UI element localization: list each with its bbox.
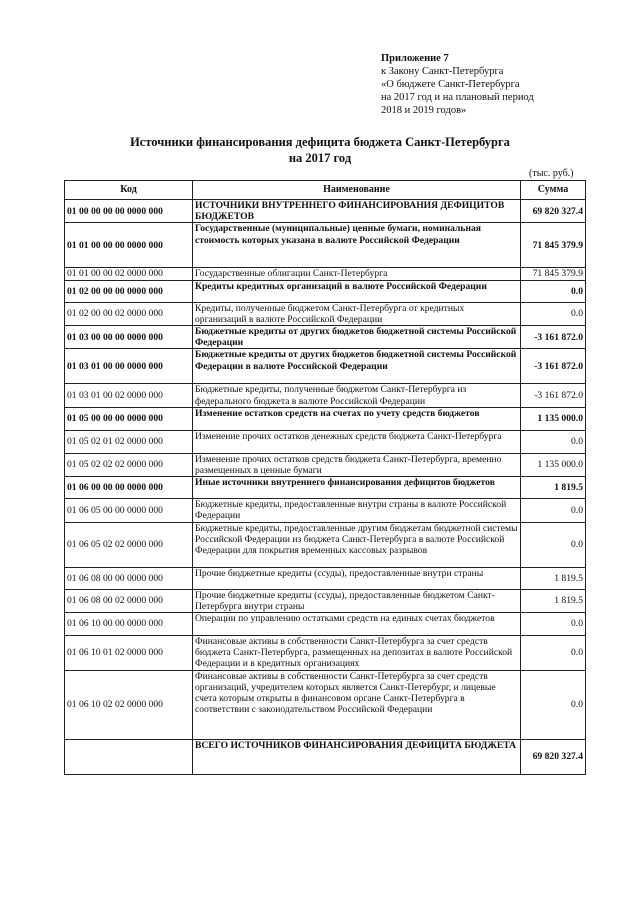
row-sum: 1 135 000.0 xyxy=(521,453,586,476)
table-row xyxy=(65,326,586,349)
row-code: 01 06 05 02 02 0000 000 xyxy=(65,522,193,567)
row-sum: 69 820 327.4 xyxy=(521,200,586,223)
table-row xyxy=(65,613,586,636)
appendix-block xyxy=(381,52,534,117)
row-name: Бюджетные кредиты, предоставленные другим бюджетам бюджетной системы Российской Федерации из бюджета Санкт-Петербурга в валюте Российской Федерации для покрытия временных кассовых разрывов xyxy=(193,522,521,567)
row-sum: -3 161 872.0 xyxy=(521,326,586,349)
table-row xyxy=(65,739,586,774)
header-sum: Сумма xyxy=(521,181,586,200)
row-name: Иные источники внутреннего финансирования дефицитов бюджетов xyxy=(193,477,521,499)
row-name: Государственные (муниципальные) ценные бумаги, номинальная стоимость которых указана в валюте Российской Федерации xyxy=(193,223,521,268)
row-sum: 71 845 379.9 xyxy=(521,223,586,268)
table-row xyxy=(65,670,586,739)
row-code: 01 05 02 01 02 0000 000 xyxy=(65,430,193,453)
row-code: 01 05 02 02 02 0000 000 xyxy=(65,453,193,476)
table-row xyxy=(65,268,586,280)
header-code: Код xyxy=(65,181,193,200)
header-name: Наименование xyxy=(193,181,521,200)
row-code: 01 03 01 00 00 0000 000 xyxy=(65,349,193,384)
table-body xyxy=(65,200,586,775)
table-row xyxy=(65,430,586,453)
row-name: Изменение прочих остатков денежных средств бюджета Санкт-Петербурга xyxy=(193,430,521,453)
row-code: 01 05 00 00 00 0000 000 xyxy=(65,407,193,430)
table-row xyxy=(65,200,586,223)
row-sum: 1 819.5 xyxy=(521,589,586,612)
document-title xyxy=(0,134,640,166)
row-sum: -3 161 872.0 xyxy=(521,349,586,384)
row-sum: 0.0 xyxy=(521,522,586,567)
table-row xyxy=(65,384,586,407)
table-row xyxy=(65,223,586,268)
table-row xyxy=(65,280,586,302)
row-code: 01 06 10 02 02 0000 000 xyxy=(65,670,193,739)
row-name: Бюджетные кредиты от других бюджетов бюджетной системы Российской Федерации в валюте Российской Федерации xyxy=(193,349,521,384)
row-code: 01 03 00 00 00 0000 000 xyxy=(65,326,193,349)
row-code: 01 06 08 00 02 0000 000 xyxy=(65,589,193,612)
row-name: Финансовые активы в собственности Санкт-Петербурга за счет средств бюджета Санкт-Петербурга, размещенных на депозитах в валюте Российской Федерации и в кредитных организациях xyxy=(193,636,521,671)
appendix-line: «О бюджете Санкт-Петербурга xyxy=(381,79,520,90)
row-name: Государственные облигации Санкт-Петербурга xyxy=(193,268,521,280)
table-row xyxy=(65,589,586,612)
table-row xyxy=(65,522,586,567)
row-sum: 0.0 xyxy=(521,302,586,325)
appendix-line: к Закону Санкт-Петербурга xyxy=(381,66,504,77)
row-sum: 0.0 xyxy=(521,636,586,671)
row-name: Кредиты кредитных организаций в валюте Российской Федерации xyxy=(193,280,521,302)
appendix-number: Приложение 7 xyxy=(381,53,449,64)
table-row xyxy=(65,302,586,325)
row-sum: 0.0 xyxy=(521,499,586,522)
table-row xyxy=(65,349,586,384)
units-label: (тыс. руб.) xyxy=(529,168,574,179)
row-name: ВСЕГО ИСТОЧНИКОВ ФИНАНСИРОВАНИЯ ДЕФИЦИТА БЮДЖЕТА xyxy=(193,739,521,774)
row-code: 01 01 00 00 02 0000 000 xyxy=(65,268,193,280)
row-sum: 1 819.5 xyxy=(521,477,586,499)
row-name: Операции по управлению остатками средств на единых счетах бюджетов xyxy=(193,613,521,636)
row-sum: 1 135 000.0 xyxy=(521,407,586,430)
row-code: 01 03 01 00 02 0000 000 xyxy=(65,384,193,407)
row-code: 01 02 00 00 02 0000 000 xyxy=(65,302,193,325)
title-line-2: на 2017 год xyxy=(288,151,352,165)
row-sum: 0.0 xyxy=(521,670,586,739)
row-code: 01 06 10 01 02 0000 000 xyxy=(65,636,193,671)
row-code: 01 02 00 00 00 0000 000 xyxy=(65,280,193,302)
table-header-row xyxy=(65,181,586,200)
table-row xyxy=(65,407,586,430)
row-code: 01 00 00 00 00 0000 000 xyxy=(65,200,193,223)
row-name: Прочие бюджетные кредиты (ссуды), предоставленные бюджетом Санкт-Петербурга внутри страны xyxy=(193,589,521,612)
financing-sources-table xyxy=(64,180,586,775)
row-sum: -3 161 872.0 xyxy=(521,384,586,407)
table-row xyxy=(65,453,586,476)
row-sum: 69 820 327.4 xyxy=(521,739,586,774)
row-sum: 0.0 xyxy=(521,280,586,302)
row-code: 01 06 05 00 00 0000 000 xyxy=(65,499,193,522)
table-row xyxy=(65,477,586,499)
row-name: ИСТОЧНИКИ ВНУТРЕННЕГО ФИНАНСИРОВАНИЯ ДЕФИЦИТОВ БЮДЖЕТОВ xyxy=(193,200,521,223)
appendix-line: на 2017 год и на плановый период xyxy=(381,92,534,103)
row-sum: 0.0 xyxy=(521,613,586,636)
row-code: 01 01 00 00 00 0000 000 xyxy=(65,223,193,268)
row-name: Изменение прочих остатков средств бюджета Санкт-Петербурга, временно размещенных в ценные бумаги xyxy=(193,453,521,476)
row-name: Прочие бюджетные кредиты (ссуды), предоставленные внутри страны xyxy=(193,567,521,589)
row-name: Бюджетные кредиты, полученные бюджетом Санкт-Петербурга из федерального бюджета в валюте Российской Федерации xyxy=(193,384,521,407)
table-row xyxy=(65,499,586,522)
row-name: Бюджетные кредиты от других бюджетов бюджетной системы Российской Федерации xyxy=(193,326,521,349)
row-name: Кредиты, полученные бюджетом Санкт-Петербурга от кредитных организаций в валюте Российской Федерации xyxy=(193,302,521,325)
row-sum: 71 845 379.9 xyxy=(521,268,586,280)
row-name: Изменение остатков средств на счетах по учету средств бюджетов xyxy=(193,407,521,430)
row-code: 01 06 10 00 00 0000 000 xyxy=(65,613,193,636)
row-name: Финансовые активы в собственности Санкт-Петербурга за счет средств организаций, учредителем которых является Санкт-Петербург, и лицевые счета которым открыты в финансовом органе Санкт-Петербурга в соответствии с законодательством Российской Федерации xyxy=(193,670,521,739)
title-line-1: Источники финансирования дефицита бюджета Санкт-Петербурга xyxy=(130,135,510,149)
appendix-line: 2018 и 2019 годов» xyxy=(381,105,467,116)
row-code xyxy=(65,739,193,774)
row-sum: 0.0 xyxy=(521,430,586,453)
row-code: 01 06 00 00 00 0000 000 xyxy=(65,477,193,499)
row-code: 01 06 08 00 00 0000 000 xyxy=(65,567,193,589)
row-name: Бюджетные кредиты, предоставленные внутри страны в валюте Российской Федерации xyxy=(193,499,521,522)
table-row xyxy=(65,567,586,589)
row-sum: 1 819.5 xyxy=(521,567,586,589)
table-row xyxy=(65,636,586,671)
